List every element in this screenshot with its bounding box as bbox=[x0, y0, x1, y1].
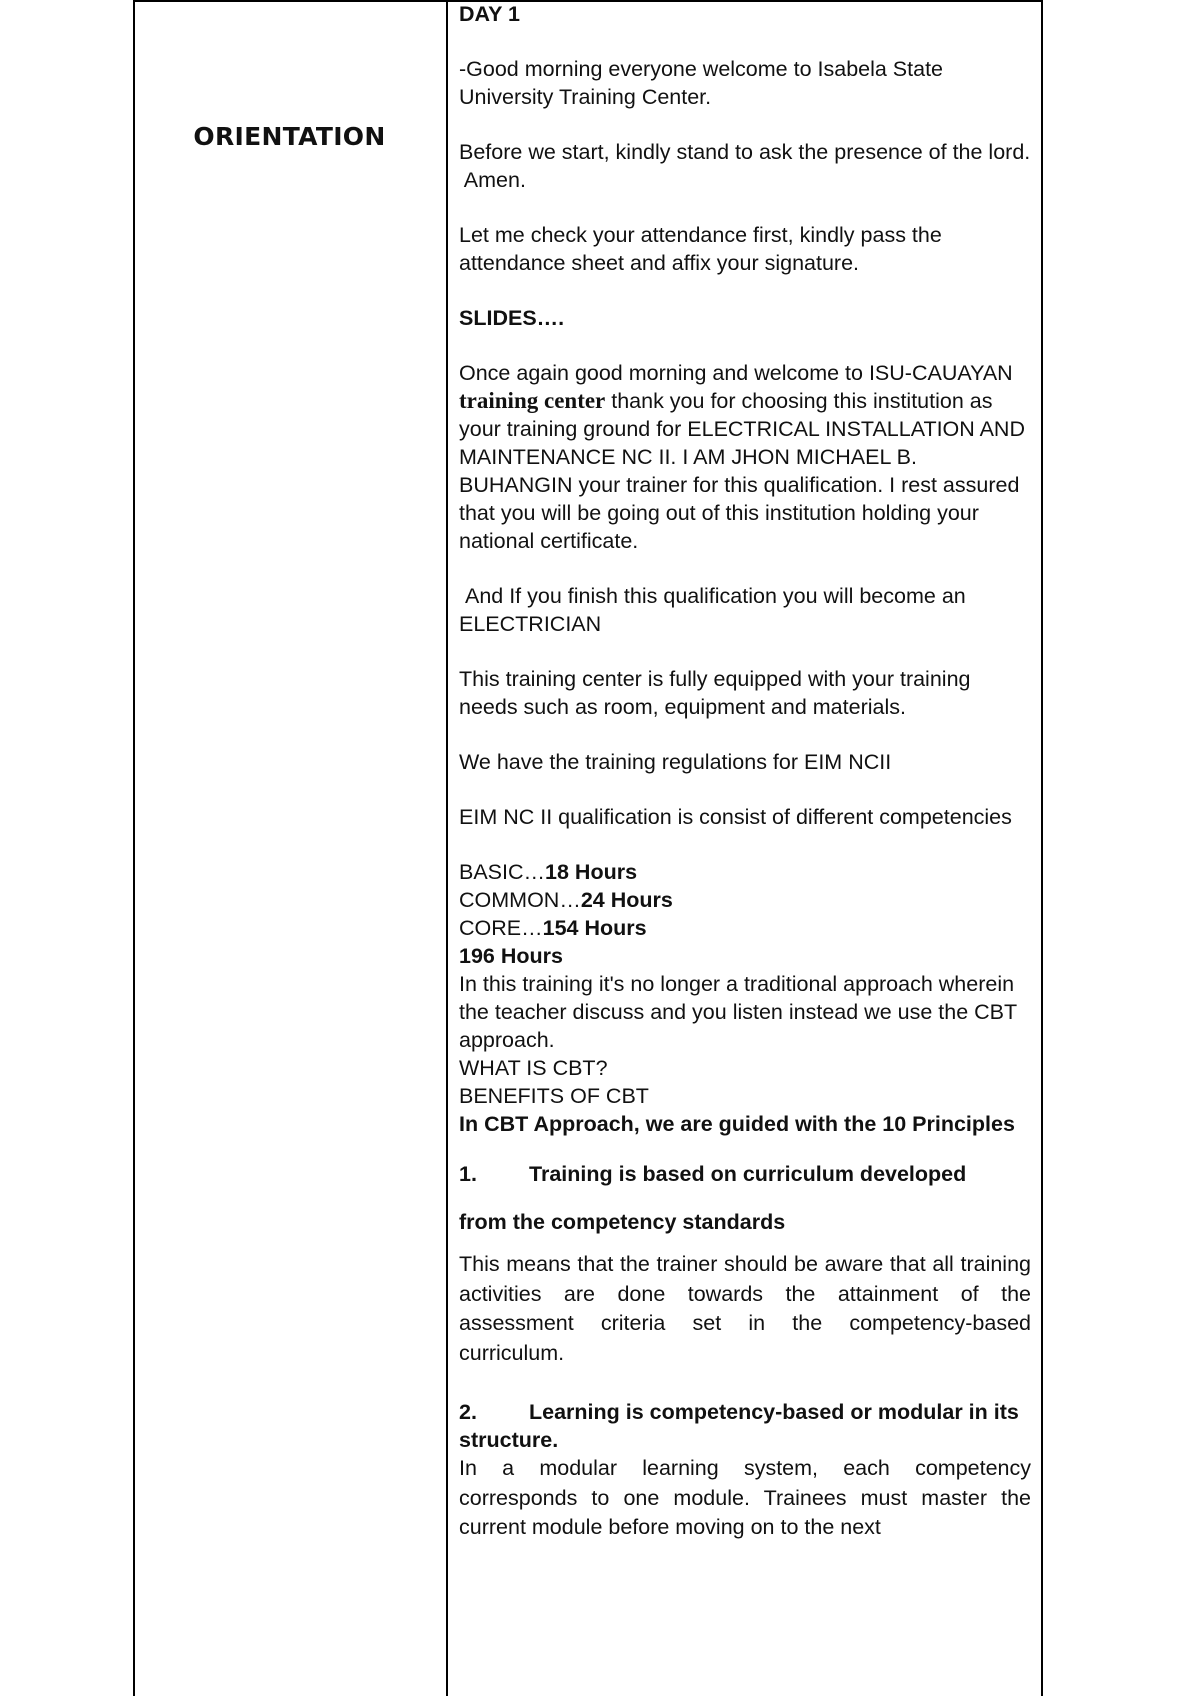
principle-1-title-cont: from the competency standards bbox=[459, 1210, 786, 1234]
section-label: ORIENTATION bbox=[193, 122, 386, 151]
principle-title-line: Learning is competency-based or modular in its structure. bbox=[459, 1400, 1019, 1452]
welcome-text-emphasis: training center bbox=[459, 388, 606, 413]
welcome-text-a: Once again good morning and welcome to ISU-CAUAYAN bbox=[459, 361, 1013, 385]
principle-2-body: In a modular learning system, each competency corresponds to one module. Trainees must master the current module before moving on to the next bbox=[459, 1456, 1031, 1539]
hours-value: 24 Hours bbox=[580, 888, 673, 912]
hours-total: 196 Hours bbox=[459, 944, 563, 968]
principle-1-title bbox=[459, 1150, 1031, 1198]
greeting-paragraph: -Good morning everyone welcome to Isabela State University Training Center. bbox=[459, 57, 944, 109]
content-cell bbox=[459, 0, 1031, 1543]
hours-value: 18 Hours bbox=[545, 860, 638, 884]
prayer-paragraph: Before we start, kindly stand to ask the presence of the lord. bbox=[459, 140, 1031, 164]
competencies-paragraph: EIM NC II qualification is consist of different competencies bbox=[459, 805, 1012, 829]
principle-number: 2. bbox=[459, 1400, 477, 1424]
hours-value: 154 Hours bbox=[542, 916, 647, 940]
regulations-paragraph: We have the training regulations for EIM NCII bbox=[459, 750, 892, 774]
benefits-of-cbt: BENEFITS OF CBT bbox=[459, 1084, 649, 1108]
hours-label: BASIC… bbox=[459, 860, 546, 884]
hours-basic bbox=[459, 858, 1031, 886]
principle-2-title bbox=[459, 1398, 1031, 1454]
traditional-paragraph: In this training it's no longer a traditional approach wherein the teacher discuss and you listen instead we use the CBT approach. bbox=[459, 972, 1017, 1052]
hours-core bbox=[459, 914, 1031, 942]
hours-label: COMMON… bbox=[459, 888, 581, 912]
slides-heading: SLIDES…. bbox=[459, 306, 565, 330]
welcome-text-c: thank you for choosing this institution as your training ground for ELECTRICAL INSTALLATION AND MAINTENANCE NC II. I AM JHON MICHAEL B. BUHANGIN your trainer for this qualification. I rest assured that you will be going out of this institution holding your national certificate. bbox=[459, 389, 1025, 553]
welcome-paragraph bbox=[459, 359, 1031, 555]
hours-label: CORE… bbox=[459, 916, 543, 940]
what-is-cbt: WHAT IS CBT? bbox=[459, 1056, 608, 1080]
principle-number: 1. bbox=[459, 1162, 477, 1186]
hours-common bbox=[459, 886, 1031, 914]
principles-heading: In CBT Approach, we are guided with the 10 Principles bbox=[459, 1112, 1015, 1136]
finish-paragraph: And If you finish this qualification you will become an ELECTRICIAN bbox=[459, 584, 972, 636]
equipped-paragraph: This training center is fully equipped with your training needs such as room, equipment and materials. bbox=[459, 667, 971, 719]
principle-title-line: Training is based on curriculum developed bbox=[529, 1162, 967, 1186]
amen-line: Amen. bbox=[459, 168, 526, 192]
column-divider bbox=[446, 0, 448, 1696]
day-heading: DAY 1 bbox=[459, 2, 520, 26]
principle-1-body: This means that the trainer should be aware that all training activities are done towards the attainment of the assessment criteria set in the competency-based curriculum. bbox=[459, 1252, 1031, 1365]
attendance-paragraph: Let me check your attendance first, kindly pass the attendance sheet and affix your signature. bbox=[459, 223, 942, 275]
